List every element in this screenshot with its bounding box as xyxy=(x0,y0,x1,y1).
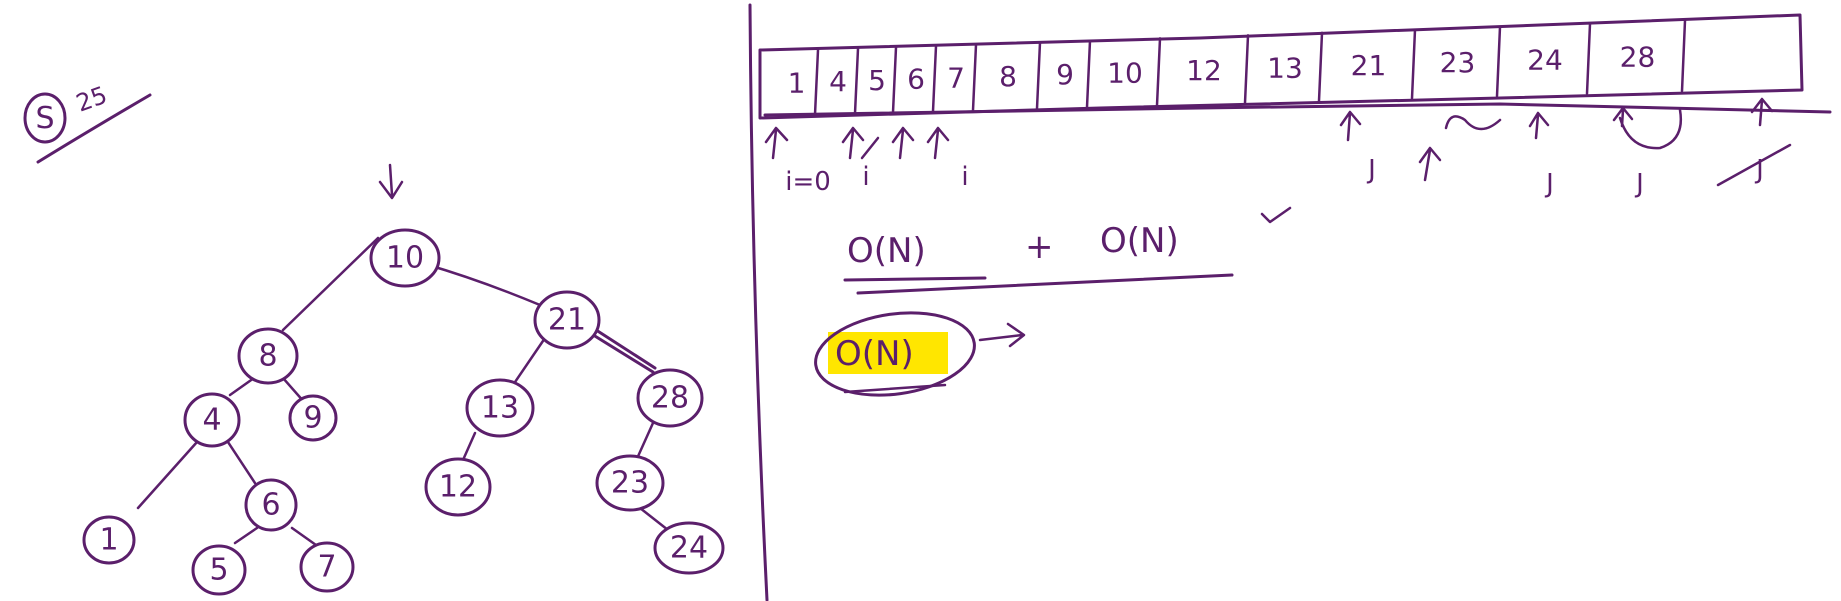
array-divider xyxy=(1157,38,1160,105)
array-divider xyxy=(815,50,818,114)
complexity-notes xyxy=(810,208,1290,405)
j-arrow-move xyxy=(1420,148,1440,180)
tree-node-label-13: 13 xyxy=(480,390,520,426)
tree-node-label-1: 1 xyxy=(99,522,119,558)
array-cell-21: 21 xyxy=(1350,48,1387,82)
j-arrow-23 xyxy=(1530,113,1548,138)
edge-10-8 xyxy=(283,238,378,330)
i-arrow-strike xyxy=(862,138,878,158)
j-arrow-24 xyxy=(1614,108,1632,126)
tree-node-label-24: 24 xyxy=(669,530,709,566)
array-divider xyxy=(1087,41,1090,107)
sorted-array xyxy=(760,15,1830,118)
array-divider xyxy=(1412,30,1415,99)
sum-label: S xyxy=(35,101,55,136)
i-step-label: i xyxy=(862,162,870,192)
j-strike xyxy=(1718,145,1790,185)
array-cells xyxy=(788,21,1685,115)
sum-annotation xyxy=(25,81,150,162)
array-cell-9: 9 xyxy=(1056,58,1074,92)
array-cell-24: 24 xyxy=(1527,43,1563,77)
edge-23-24 xyxy=(640,508,668,530)
tree-node-label-10: 10 xyxy=(385,240,425,276)
edge-10-21 xyxy=(425,264,540,305)
tree-edges xyxy=(138,165,668,545)
root-entry-arrow xyxy=(380,165,402,198)
array-cell-1: 1 xyxy=(787,66,806,100)
tree-node-label-5: 5 xyxy=(209,552,229,588)
tree-node-label-7: 7 xyxy=(317,549,337,585)
array-divider xyxy=(1682,21,1685,91)
tree-node-label-23: 23 xyxy=(610,465,650,501)
tree-node-label-9: 9 xyxy=(303,400,323,436)
edge-13-12 xyxy=(463,433,475,460)
tree-nodes xyxy=(84,230,723,594)
tree-node-label-12: 12 xyxy=(438,469,478,505)
array-cell-28: 28 xyxy=(1619,40,1656,74)
i-arrow-start xyxy=(766,128,787,158)
j-label-1: J xyxy=(1368,155,1376,185)
array-cell-10: 10 xyxy=(1107,56,1143,90)
edge-21-28 xyxy=(590,328,655,372)
tree-node-label-28: 28 xyxy=(650,380,690,416)
edge-4-1 xyxy=(138,442,197,508)
sum-value: 25 xyxy=(72,80,111,118)
edge-4-6 xyxy=(228,442,255,483)
complexity-plus: + xyxy=(1025,227,1054,267)
complexity-right: O(N) xyxy=(1100,221,1179,261)
j-label-3: J xyxy=(1636,169,1644,199)
array-divider xyxy=(855,49,858,114)
array-divider xyxy=(1497,27,1500,96)
j-arrow-loop-21 xyxy=(1446,116,1500,129)
j-arrow-13 xyxy=(1341,112,1360,140)
array-cell-13: 13 xyxy=(1267,51,1303,85)
array-divider xyxy=(1037,42,1040,108)
i-arrow-4 xyxy=(928,128,948,158)
array-cell-5: 5 xyxy=(868,63,886,97)
result-arrow xyxy=(980,324,1024,346)
array-divider xyxy=(973,45,976,111)
j-label-2: J xyxy=(1546,169,1554,199)
array-divider xyxy=(1319,33,1322,101)
edge-8-4 xyxy=(230,378,254,395)
array-divider xyxy=(893,47,896,112)
complexity-result: O(N) xyxy=(835,334,914,374)
complexity-left: O(N) xyxy=(847,231,926,271)
array-cell-7: 7 xyxy=(947,61,965,95)
tree-node-label-21: 21 xyxy=(547,302,587,338)
complexity-left-underline xyxy=(845,278,985,280)
check-mark xyxy=(1262,208,1290,222)
tree-node-label-8: 8 xyxy=(258,338,278,374)
array-cell-4: 4 xyxy=(829,65,847,99)
i-current-label: i xyxy=(961,162,969,192)
edge-21-13 xyxy=(513,338,545,385)
array-divider xyxy=(1245,35,1248,102)
array-divider xyxy=(1587,24,1590,94)
j-label-4: J xyxy=(1756,155,1764,185)
array-cell-6: 6 xyxy=(907,62,925,96)
array-cell-23: 23 xyxy=(1439,46,1476,80)
array-cell-8: 8 xyxy=(999,59,1017,93)
tree-node-label-4: 4 xyxy=(202,402,222,438)
array-divider xyxy=(933,46,936,111)
edge-6-5 xyxy=(235,528,257,543)
i-arrow-3 xyxy=(893,128,913,158)
tree-node-label-6: 6 xyxy=(261,487,281,523)
i-arrow-2 xyxy=(843,128,863,158)
array-cell-12: 12 xyxy=(1186,53,1222,87)
array-base-line xyxy=(765,104,1830,115)
i-start-label: i=0 xyxy=(785,167,831,197)
result-underline xyxy=(845,385,945,392)
edge-6-7 xyxy=(292,528,316,545)
